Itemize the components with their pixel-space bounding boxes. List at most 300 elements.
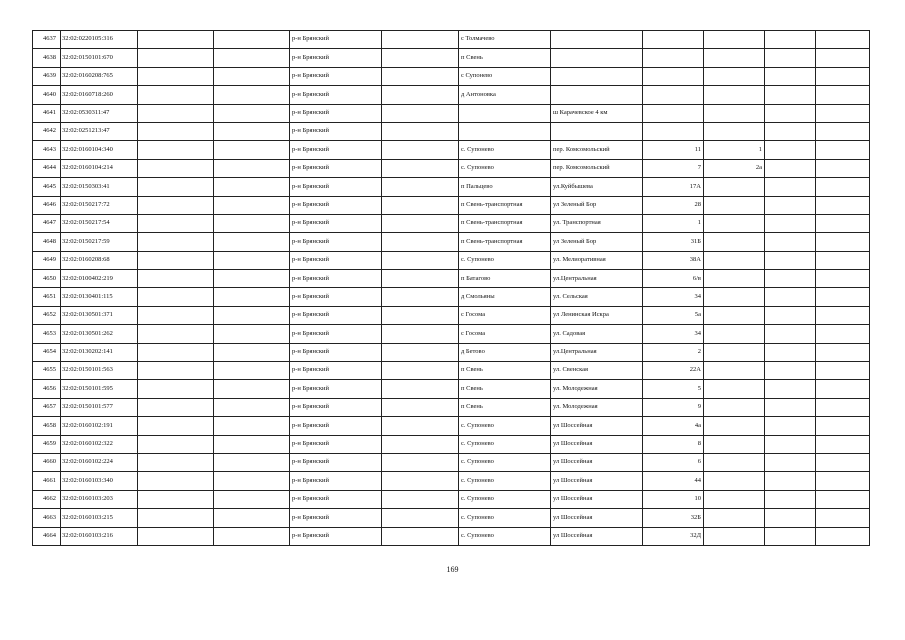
district-cell: р-н Брянский xyxy=(290,343,382,361)
empty-cell xyxy=(214,398,290,416)
house-number-cell: 22А xyxy=(643,362,704,380)
house-number-cell xyxy=(643,122,704,140)
empty-cell xyxy=(816,233,870,251)
empty-cell xyxy=(214,122,290,140)
cadastral-number-cell: 32:02:0150101:577 xyxy=(61,398,138,416)
building-number-cell: 2а xyxy=(704,159,765,177)
cadastral-number-cell: 32:02:0160104:340 xyxy=(61,141,138,159)
empty-cell xyxy=(765,509,816,527)
page-number: 169 xyxy=(446,565,459,574)
settlement-cell: с. Супонево xyxy=(459,527,551,545)
empty-cell xyxy=(816,141,870,159)
cadastral-number-cell: 32:02:0160104:214 xyxy=(61,159,138,177)
cadastral-number-cell: 32:02:0160103:215 xyxy=(61,509,138,527)
empty-cell xyxy=(382,398,459,416)
empty-cell xyxy=(214,270,290,288)
empty-cell xyxy=(138,196,214,214)
empty-cell xyxy=(138,472,214,490)
cadastral-number-cell: 32:02:0251213:47 xyxy=(61,122,138,140)
empty-cell xyxy=(382,86,459,104)
empty-cell xyxy=(382,453,459,471)
street-cell: ул. Мелиоративная xyxy=(551,251,643,269)
empty-cell xyxy=(816,417,870,435)
empty-cell xyxy=(382,196,459,214)
street-cell: ул. Молодежная xyxy=(551,380,643,398)
street-cell: ул.Куйбышева xyxy=(551,178,643,196)
cadastral-number-cell: 32:02:0160102:191 xyxy=(61,417,138,435)
table-row xyxy=(33,251,870,269)
empty-cell xyxy=(816,270,870,288)
empty-cell xyxy=(382,122,459,140)
row-number-cell: 4638 xyxy=(33,49,61,67)
empty-cell xyxy=(816,398,870,416)
empty-cell xyxy=(214,417,290,435)
street-cell: ул Шоссейная xyxy=(551,453,643,471)
empty-cell xyxy=(382,288,459,306)
empty-cell xyxy=(382,527,459,545)
empty-cell xyxy=(214,306,290,324)
empty-cell xyxy=(138,122,214,140)
empty-cell xyxy=(382,141,459,159)
table-row xyxy=(33,86,870,104)
building-number-cell xyxy=(704,122,765,140)
empty-cell xyxy=(214,196,290,214)
cadastral-number-cell: 32:02:0150101:670 xyxy=(61,49,138,67)
empty-cell xyxy=(816,104,870,122)
table-row xyxy=(33,398,870,416)
district-cell: р-н Брянский xyxy=(290,435,382,453)
street-cell: ул Ленинская Искра xyxy=(551,306,643,324)
empty-cell xyxy=(765,196,816,214)
empty-cell xyxy=(138,509,214,527)
house-number-cell: 44 xyxy=(643,472,704,490)
empty-cell xyxy=(816,288,870,306)
empty-cell xyxy=(765,178,816,196)
building-number-cell xyxy=(704,527,765,545)
table-row xyxy=(33,453,870,471)
row-number-cell: 4640 xyxy=(33,86,61,104)
district-cell: р-н Брянский xyxy=(290,122,382,140)
cadastral-number-cell: 32:02:0150101:563 xyxy=(61,362,138,380)
street-cell: пер. Комсомольский xyxy=(551,159,643,177)
settlement-cell: с. Супонево xyxy=(459,509,551,527)
row-number-cell: 4639 xyxy=(33,67,61,85)
row-number-cell: 4652 xyxy=(33,306,61,324)
empty-cell xyxy=(214,31,290,49)
empty-cell xyxy=(816,196,870,214)
empty-cell xyxy=(214,251,290,269)
district-cell: р-н Брянский xyxy=(290,380,382,398)
house-number-cell: 2 xyxy=(643,343,704,361)
table-row xyxy=(33,233,870,251)
district-cell: р-н Брянский xyxy=(290,196,382,214)
cadastral-number-cell: 32:02:0160102:322 xyxy=(61,435,138,453)
empty-cell xyxy=(138,343,214,361)
row-number-cell: 4650 xyxy=(33,270,61,288)
row-number-cell: 4643 xyxy=(33,141,61,159)
empty-cell xyxy=(816,380,870,398)
empty-cell xyxy=(816,214,870,232)
empty-cell xyxy=(214,104,290,122)
empty-cell xyxy=(138,104,214,122)
row-number-cell: 4651 xyxy=(33,288,61,306)
empty-cell xyxy=(214,86,290,104)
settlement-cell: д Смольяны xyxy=(459,288,551,306)
empty-cell xyxy=(816,343,870,361)
building-number-cell xyxy=(704,288,765,306)
empty-cell xyxy=(382,104,459,122)
building-number-cell xyxy=(704,417,765,435)
building-number-cell xyxy=(704,362,765,380)
empty-cell xyxy=(816,31,870,49)
street-cell: ул. Молодежная xyxy=(551,398,643,416)
district-cell: р-н Брянский xyxy=(290,472,382,490)
house-number-cell: 6 xyxy=(643,453,704,471)
street-cell: пер. Комсомольский xyxy=(551,141,643,159)
row-number-cell: 4637 xyxy=(33,31,61,49)
table-row xyxy=(33,509,870,527)
empty-cell xyxy=(138,251,214,269)
building-number-cell xyxy=(704,398,765,416)
empty-cell xyxy=(382,490,459,508)
empty-cell xyxy=(382,380,459,398)
empty-cell xyxy=(138,398,214,416)
empty-cell xyxy=(816,453,870,471)
table-row xyxy=(33,472,870,490)
row-number-cell: 4657 xyxy=(33,398,61,416)
empty-cell xyxy=(214,490,290,508)
settlement-cell: с. Супонево xyxy=(459,141,551,159)
row-number-cell: 4663 xyxy=(33,509,61,527)
house-number-cell: 17А xyxy=(643,178,704,196)
district-cell: р-н Брянский xyxy=(290,362,382,380)
district-cell: р-н Брянский xyxy=(290,104,382,122)
empty-cell xyxy=(214,343,290,361)
empty-cell xyxy=(138,362,214,380)
empty-cell xyxy=(765,472,816,490)
house-number-cell: 8 xyxy=(643,435,704,453)
empty-cell xyxy=(382,159,459,177)
row-number-cell: 4654 xyxy=(33,343,61,361)
empty-cell xyxy=(382,178,459,196)
table-row xyxy=(33,288,870,306)
empty-cell xyxy=(765,159,816,177)
empty-cell xyxy=(382,325,459,343)
empty-cell xyxy=(138,490,214,508)
registry-table-body xyxy=(33,31,870,546)
row-number-cell: 4658 xyxy=(33,417,61,435)
empty-cell xyxy=(138,141,214,159)
empty-cell xyxy=(765,398,816,416)
empty-cell xyxy=(816,362,870,380)
settlement-cell: с Толмачево xyxy=(459,31,551,49)
empty-cell xyxy=(214,453,290,471)
building-number-cell: 1 xyxy=(704,141,765,159)
building-number-cell xyxy=(704,196,765,214)
house-number-cell: 9 xyxy=(643,398,704,416)
settlement-cell: с Госома xyxy=(459,306,551,324)
cadastral-number-cell: 32:02:0150101:595 xyxy=(61,380,138,398)
empty-cell xyxy=(214,67,290,85)
table-row xyxy=(33,214,870,232)
district-cell: р-н Брянский xyxy=(290,490,382,508)
settlement-cell xyxy=(459,104,551,122)
settlement-cell: с. Супонево xyxy=(459,417,551,435)
empty-cell xyxy=(138,325,214,343)
cadastral-number-cell: 32:02:0160102:224 xyxy=(61,453,138,471)
street-cell: ул Шоссейная xyxy=(551,509,643,527)
building-number-cell xyxy=(704,233,765,251)
district-cell: р-н Брянский xyxy=(290,86,382,104)
empty-cell xyxy=(382,31,459,49)
settlement-cell: п Пальцево xyxy=(459,178,551,196)
empty-cell xyxy=(765,362,816,380)
building-number-cell xyxy=(704,453,765,471)
cadastral-number-cell: 32:02:0150217:54 xyxy=(61,214,138,232)
street-cell: ул.Центральная xyxy=(551,343,643,361)
house-number-cell: 5 xyxy=(643,380,704,398)
row-number-cell: 4659 xyxy=(33,435,61,453)
row-number-cell: 4644 xyxy=(33,159,61,177)
empty-cell xyxy=(382,362,459,380)
row-number-cell: 4646 xyxy=(33,196,61,214)
empty-cell xyxy=(816,178,870,196)
building-number-cell xyxy=(704,435,765,453)
house-number-cell: 7 xyxy=(643,159,704,177)
settlement-cell: п Свень xyxy=(459,380,551,398)
empty-cell xyxy=(816,86,870,104)
row-number-cell: 4647 xyxy=(33,214,61,232)
street-cell: ул Шоссейная xyxy=(551,472,643,490)
table-row xyxy=(33,178,870,196)
cadastral-number-cell: 32:02:0160718:260 xyxy=(61,86,138,104)
empty-cell xyxy=(765,49,816,67)
empty-cell xyxy=(765,453,816,471)
building-number-cell xyxy=(704,472,765,490)
empty-cell xyxy=(214,527,290,545)
cadastral-number-cell: 32:02:0150217:59 xyxy=(61,233,138,251)
settlement-cell: п Свень-транспортная xyxy=(459,214,551,232)
street-cell xyxy=(551,86,643,104)
empty-cell xyxy=(765,122,816,140)
empty-cell xyxy=(138,233,214,251)
building-number-cell xyxy=(704,67,765,85)
empty-cell xyxy=(138,86,214,104)
settlement-cell: п Свень-транспортная xyxy=(459,233,551,251)
empty-cell xyxy=(765,67,816,85)
house-number-cell: 32Б xyxy=(643,509,704,527)
cadastral-number-cell: 32:02:0150217:72 xyxy=(61,196,138,214)
table-row xyxy=(33,49,870,67)
cadastral-number-cell: 32:02:0160103:203 xyxy=(61,490,138,508)
empty-cell xyxy=(214,178,290,196)
row-number-cell: 4664 xyxy=(33,527,61,545)
row-number-cell: 4655 xyxy=(33,362,61,380)
building-number-cell xyxy=(704,306,765,324)
district-cell: р-н Брянский xyxy=(290,214,382,232)
empty-cell xyxy=(138,67,214,85)
settlement-cell: с Госома xyxy=(459,325,551,343)
empty-cell xyxy=(138,178,214,196)
empty-cell xyxy=(214,509,290,527)
table-row xyxy=(33,490,870,508)
street-cell: ул. Свенская xyxy=(551,362,643,380)
empty-cell xyxy=(816,472,870,490)
empty-cell xyxy=(816,49,870,67)
cadastral-number-cell: 32:02:0160208:68 xyxy=(61,251,138,269)
empty-cell xyxy=(765,490,816,508)
empty-cell xyxy=(382,233,459,251)
row-number-cell: 4662 xyxy=(33,490,61,508)
settlement-cell: с. Супонево xyxy=(459,435,551,453)
cadastral-number-cell: 32:02:0130501:371 xyxy=(61,306,138,324)
empty-cell xyxy=(138,159,214,177)
empty-cell xyxy=(382,435,459,453)
empty-cell xyxy=(214,214,290,232)
empty-cell xyxy=(765,435,816,453)
house-number-cell: 1 xyxy=(643,214,704,232)
settlement-cell: п Свень xyxy=(459,362,551,380)
row-number-cell: 4656 xyxy=(33,380,61,398)
empty-cell xyxy=(765,233,816,251)
district-cell: р-н Брянский xyxy=(290,251,382,269)
empty-cell xyxy=(816,325,870,343)
empty-cell xyxy=(765,380,816,398)
settlement-cell: с. Супонево xyxy=(459,472,551,490)
row-number-cell: 4649 xyxy=(33,251,61,269)
empty-cell xyxy=(382,472,459,490)
house-number-cell xyxy=(643,49,704,67)
cadastral-number-cell: 32:02:0100402:219 xyxy=(61,270,138,288)
empty-cell xyxy=(138,31,214,49)
cadastral-number-cell: 32:02:0530311:47 xyxy=(61,104,138,122)
empty-cell xyxy=(138,288,214,306)
empty-cell xyxy=(816,306,870,324)
district-cell: р-н Брянский xyxy=(290,325,382,343)
table-row xyxy=(33,31,870,49)
building-number-cell xyxy=(704,325,765,343)
empty-cell xyxy=(816,67,870,85)
empty-cell xyxy=(765,288,816,306)
empty-cell xyxy=(214,325,290,343)
empty-cell xyxy=(765,104,816,122)
empty-cell xyxy=(765,343,816,361)
house-number-cell xyxy=(643,31,704,49)
empty-cell xyxy=(138,527,214,545)
settlement-cell: с. Супонево xyxy=(459,159,551,177)
table-row xyxy=(33,306,870,324)
row-number-cell: 4645 xyxy=(33,178,61,196)
house-number-cell: 5а xyxy=(643,306,704,324)
building-number-cell xyxy=(704,343,765,361)
empty-cell xyxy=(214,380,290,398)
empty-cell xyxy=(382,509,459,527)
district-cell: р-н Брянский xyxy=(290,527,382,545)
empty-cell xyxy=(214,362,290,380)
table-row xyxy=(33,159,870,177)
settlement-cell: п Свень xyxy=(459,49,551,67)
building-number-cell xyxy=(704,49,765,67)
cadastral-number-cell: 32:02:0160208:765 xyxy=(61,67,138,85)
settlement-cell: д Бетово xyxy=(459,343,551,361)
district-cell: р-н Брянский xyxy=(290,31,382,49)
empty-cell xyxy=(214,49,290,67)
district-cell: р-н Брянский xyxy=(290,398,382,416)
house-number-cell xyxy=(643,67,704,85)
house-number-cell: 6/в xyxy=(643,270,704,288)
settlement-cell: с. Супонево xyxy=(459,251,551,269)
building-number-cell xyxy=(704,104,765,122)
district-cell: р-н Брянский xyxy=(290,141,382,159)
empty-cell xyxy=(382,306,459,324)
empty-cell xyxy=(138,214,214,232)
empty-cell xyxy=(214,472,290,490)
district-cell: р-н Брянский xyxy=(290,453,382,471)
table-row xyxy=(33,196,870,214)
table-row xyxy=(33,104,870,122)
row-number-cell: 4642 xyxy=(33,122,61,140)
empty-cell xyxy=(214,233,290,251)
empty-cell xyxy=(138,435,214,453)
empty-cell xyxy=(765,31,816,49)
empty-cell xyxy=(765,141,816,159)
settlement-cell xyxy=(459,122,551,140)
street-cell: ул.Центральная xyxy=(551,270,643,288)
registry-table xyxy=(32,30,870,546)
street-cell xyxy=(551,49,643,67)
empty-cell xyxy=(816,122,870,140)
table-row xyxy=(33,122,870,140)
cadastral-number-cell: 32:02:0130401:115 xyxy=(61,288,138,306)
settlement-cell: с. Супонево xyxy=(459,453,551,471)
empty-cell xyxy=(765,325,816,343)
building-number-cell xyxy=(704,509,765,527)
cadastral-number-cell: 32:02:0130202:141 xyxy=(61,343,138,361)
district-cell: р-н Брянский xyxy=(290,306,382,324)
district-cell: р-н Брянский xyxy=(290,67,382,85)
district-cell: р-н Брянский xyxy=(290,178,382,196)
street-cell xyxy=(551,122,643,140)
empty-cell xyxy=(765,527,816,545)
district-cell: р-н Брянский xyxy=(290,509,382,527)
district-cell: р-н Брянский xyxy=(290,417,382,435)
house-number-cell: 31Б xyxy=(643,233,704,251)
empty-cell xyxy=(214,435,290,453)
house-number-cell: 11 xyxy=(643,141,704,159)
empty-cell xyxy=(816,490,870,508)
empty-cell xyxy=(765,86,816,104)
street-cell: ул Зеленый Бор xyxy=(551,233,643,251)
district-cell: р-н Брянский xyxy=(290,49,382,67)
empty-cell xyxy=(138,380,214,398)
table-row xyxy=(33,417,870,435)
empty-cell xyxy=(382,251,459,269)
building-number-cell xyxy=(704,214,765,232)
street-cell xyxy=(551,67,643,85)
empty-cell xyxy=(382,214,459,232)
empty-cell xyxy=(214,159,290,177)
house-number-cell: 34 xyxy=(643,288,704,306)
empty-cell xyxy=(382,49,459,67)
table-row xyxy=(33,362,870,380)
street-cell: ул Шоссейная xyxy=(551,417,643,435)
empty-cell xyxy=(765,306,816,324)
table-row xyxy=(33,527,870,545)
empty-cell xyxy=(138,306,214,324)
table-row xyxy=(33,67,870,85)
row-number-cell: 4661 xyxy=(33,472,61,490)
row-number-cell: 4641 xyxy=(33,104,61,122)
